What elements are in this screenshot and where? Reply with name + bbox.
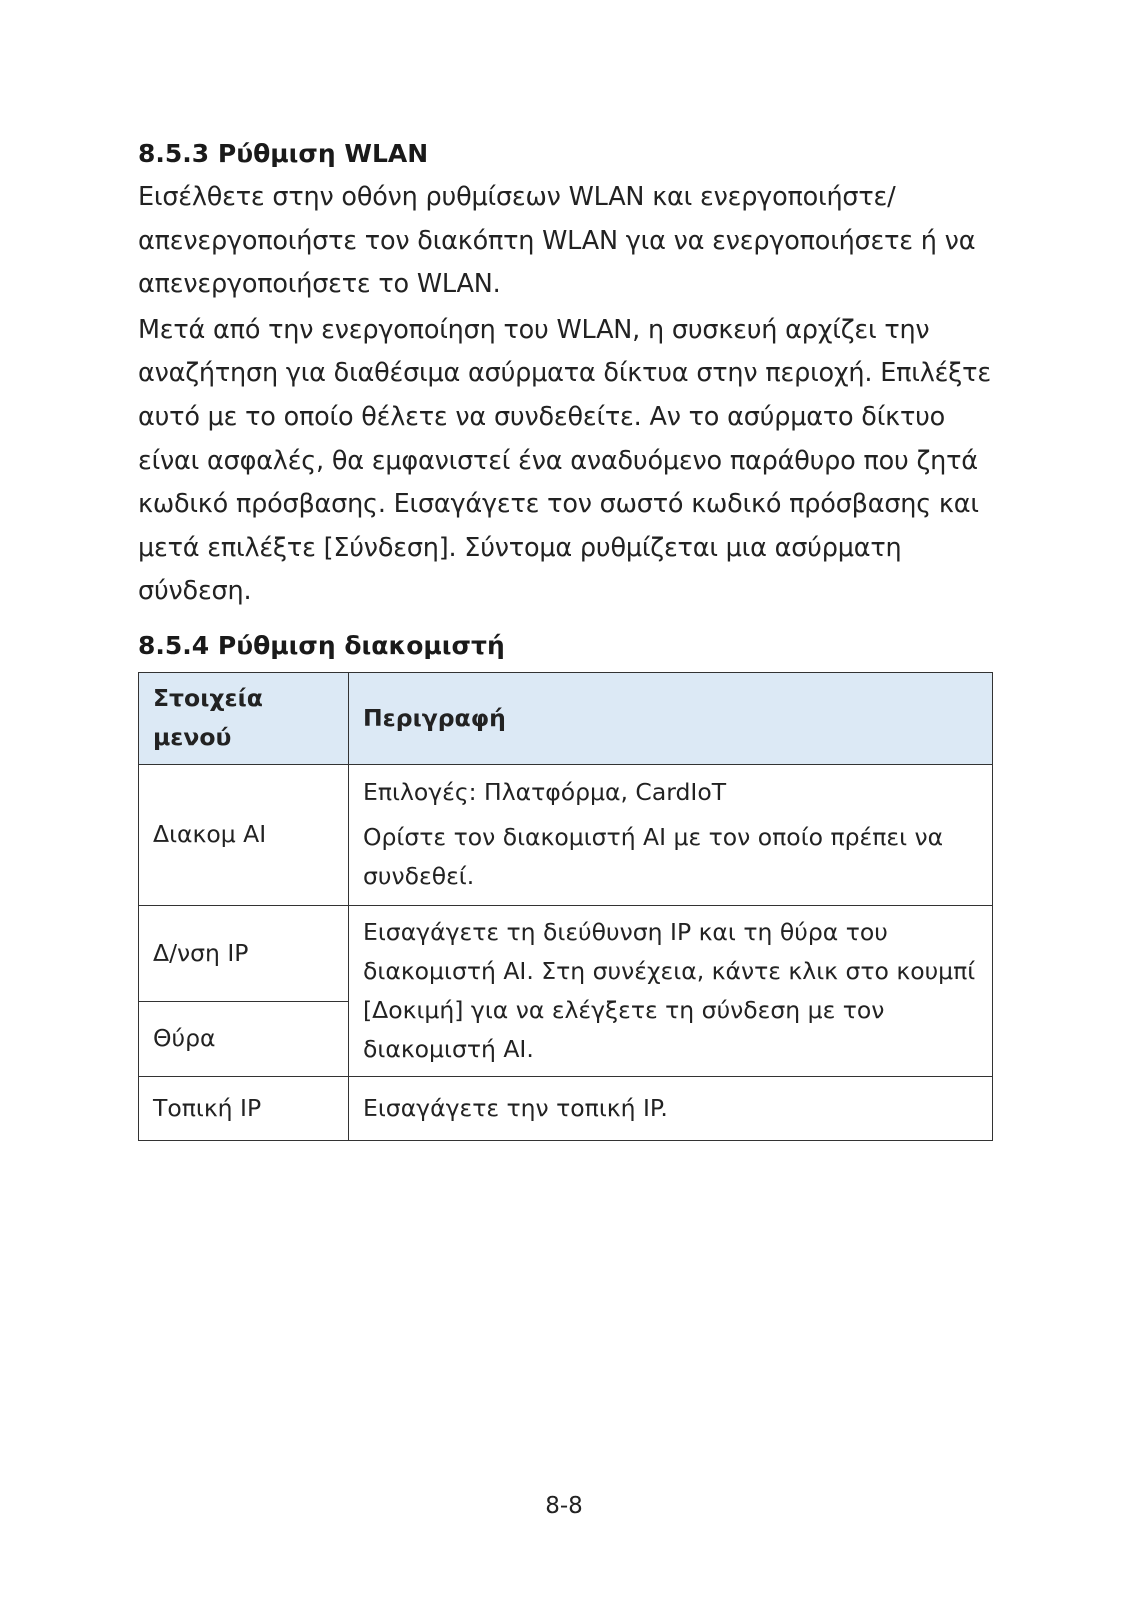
table-row (139, 905, 993, 1001)
table-row (139, 764, 993, 905)
menu-item-ip-address: Δ/νση IP (139, 905, 349, 1001)
description-ip-and-port: Εισαγάγετε τη διεύθυνση IP και τη θύρα του διακομιστή AI. Στη συνέχεια, κάντε κλικ στο κουμπί [Δοκιμή] για να ελέγξετε τη σύνδεση με τον διακομιστή AI. (349, 905, 993, 1076)
description-ai-server (349, 764, 993, 905)
wlan-paragraph-1: Εισέλθετε στην οθόνη ρυθμίσεων WLAN και ενεργοποιήστε/απενεργοποιήστε τον διακόπτη WLAN για να ενεργοποιήσετε ή να απενεργοποιήσετε το WLAN. (138, 182, 976, 300)
menu-item-port: Θύρα (139, 1001, 349, 1076)
ai-server-description: Ορίστε τον διακομιστή AI με τον οποίο πρέπει να συνδεθεί. (363, 823, 944, 891)
menu-item-local-ip: Τοπική IP (139, 1076, 349, 1140)
server-settings-table (138, 672, 993, 1141)
section-heading-wlan: 8.5.3 Ρύθμιση WLAN (138, 139, 429, 168)
column-header-description: Περιγραφή (349, 672, 993, 764)
description-local-ip: Εισαγάγετε την τοπική IP. (349, 1076, 993, 1140)
ai-server-options: Επιλογές: Πλατφόρμα, CardIoT (363, 778, 727, 807)
section-heading-server: 8.5.4 Ρύθμιση διακομιστή (138, 630, 505, 660)
wlan-paragraph-2: Μετά από την ενεργοποίηση του WLAN, η συσκευή αρχίζει την αναζήτηση για διαθέσιμα ασύρματα δίκτυα στην περιοχή. Επιλέξτε αυτό με το οποίο θέλετε να συνδεθείτε. Αν το ασύρματο δίκτυο είναι ασφαλές, θα εμφανιστεί ένα αναδυόμενο παράθυρο που ζητά κωδικό πρόσβασης. Εισαγάγετε τον σωστό κωδικό πρόσβασης και μετά επιλέξτε [Σύνδεση]. Σύντομα ρυθμίζεται μια ασύρματη σύνδεση. (138, 314, 991, 607)
table-header-row (139, 672, 993, 764)
menu-item-ai-server: Διακομ AI (139, 764, 349, 905)
column-header-menu-items: Στοιχεία μενού (139, 672, 349, 764)
manual-page (138, 136, 993, 1141)
table-row (139, 1076, 993, 1140)
page-number: 8-8 (545, 1493, 583, 1519)
